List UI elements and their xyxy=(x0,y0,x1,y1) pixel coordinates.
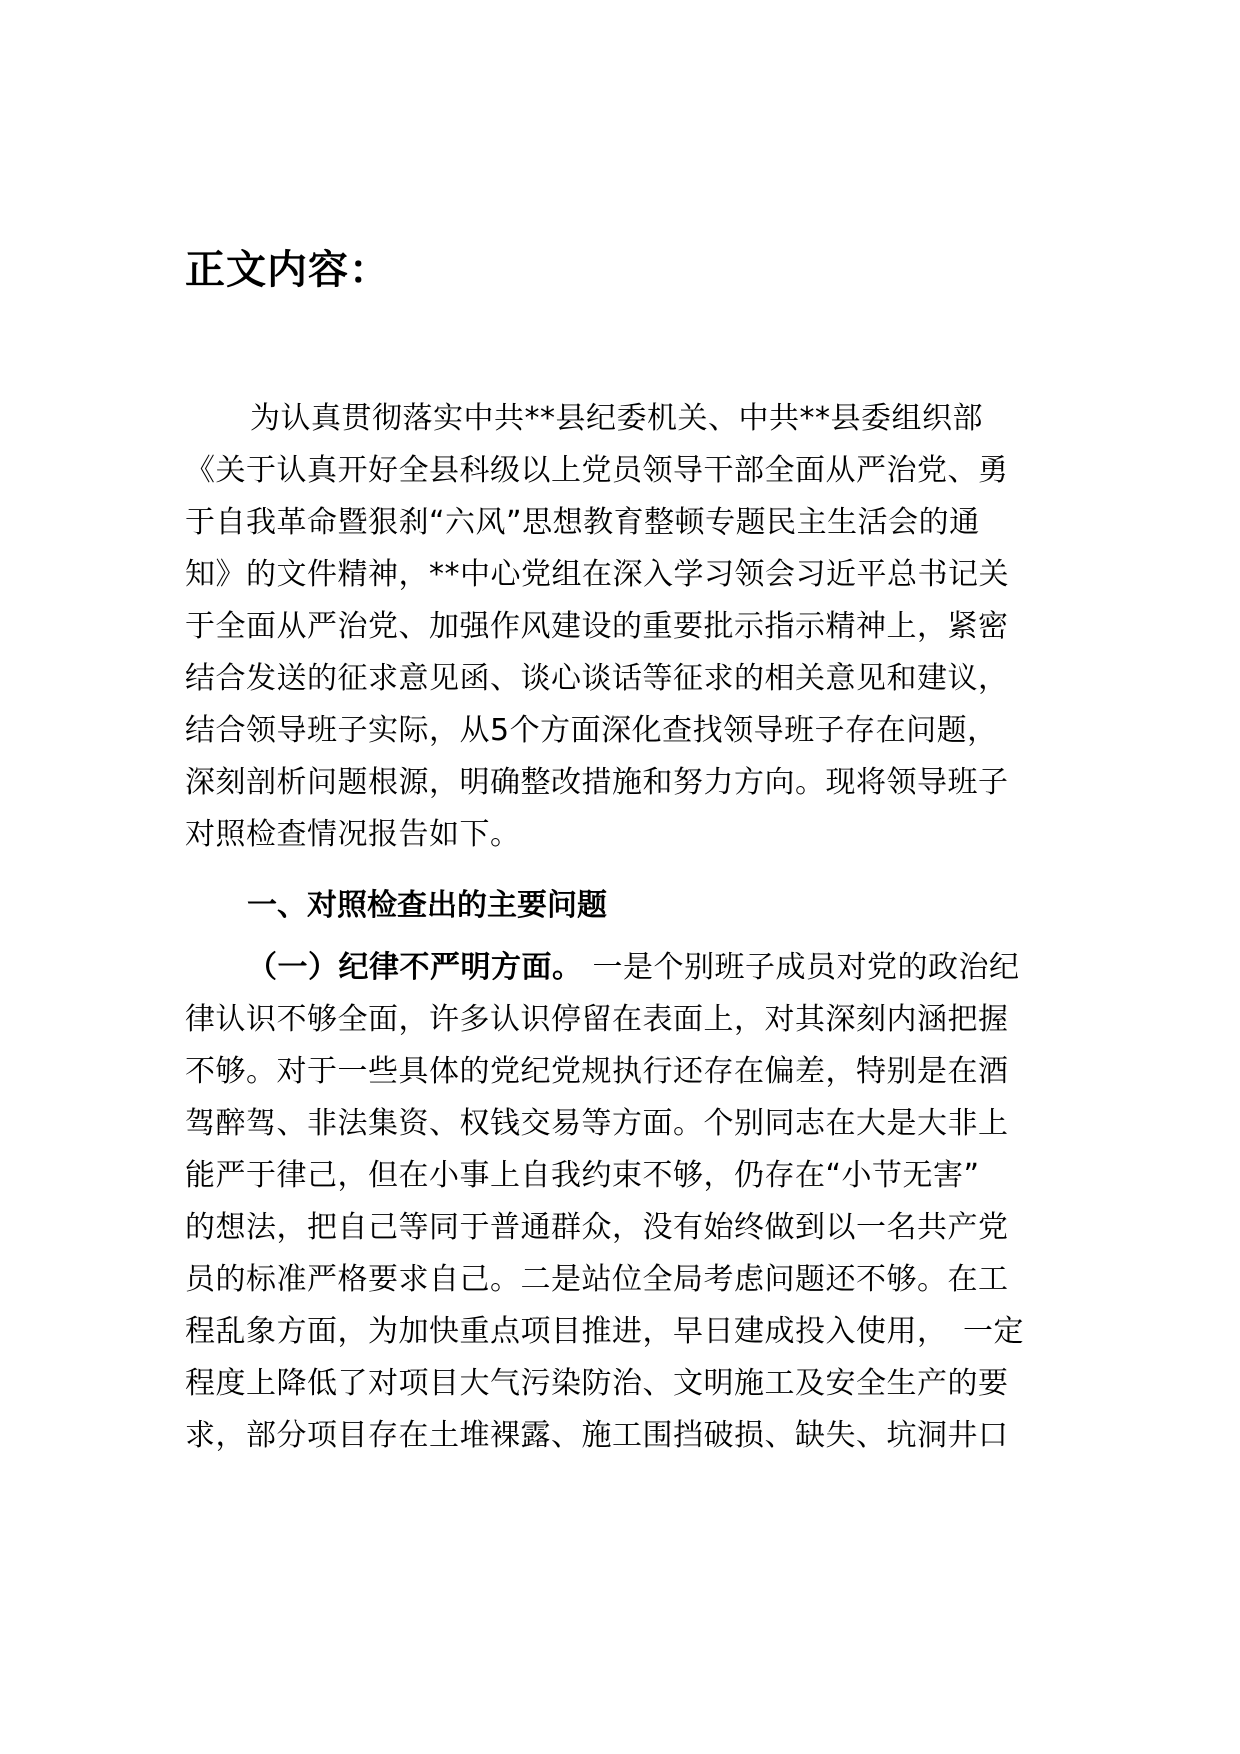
intro-line: 深刻剖析问题根源，明确整改措施和努力方向。现将领导班子 xyxy=(185,765,1009,800)
subsection-first-line xyxy=(185,942,1070,994)
subsection-title: （一）纪律不严明方面。 xyxy=(247,950,583,985)
subsection-line: 程乱象方面，为加快重点项目推进，早日建成投入使用， 一定 xyxy=(185,1314,1024,1349)
subsection-line: 的想法，把自己等同于普通群众，没有始终做到以一名共产党 xyxy=(185,1210,1009,1245)
subsection-line: 驾醉驾、非法集资、权钱交易等方面。个别同志在大是大非上 xyxy=(185,1106,1009,1141)
intro-line: 为认真贯彻落实中共**县纪委机关、中共**县委组织部 xyxy=(250,401,983,436)
intro-line: 《关于认真开好全县科级以上党员领导干部全面从严治党、勇 xyxy=(185,453,1009,488)
page-heading: 正文内容： xyxy=(185,247,390,293)
intro-paragraph xyxy=(185,393,1070,861)
subsection-line: 不够。对于一些具体的党纪党规执行还存在偏差，特别是在酒 xyxy=(185,1054,1009,1089)
subsection-line: 求，部分项目存在土堆裸露、施工围挡破损、缺失、坑洞井口 xyxy=(185,1418,1009,1453)
intro-line: 于全面从严治党、加强作风建设的重要批示指示精神上，紧密 xyxy=(185,609,1009,644)
subsection-line: 程度上降低了对项目大气污染防治、文明施工及安全生产的要 xyxy=(185,1366,1009,1401)
subsection-first-line-text: 一是个别班子成员对党的政治纪 xyxy=(582,950,1020,985)
intro-line: 于自我革命暨狠刹“六风”思想教育整顿专题民主生活会的通 xyxy=(185,505,980,540)
intro-line: 结合发送的征求意见函、谈心谈话等征求的相关意见和建议， xyxy=(185,661,1009,696)
subsection-line: 员的标准严格要求自己。二是站位全局考虑问题还不够。在工 xyxy=(185,1262,1009,1297)
subsection-paragraph xyxy=(185,942,1070,1462)
intro-line: 对照检查情况报告如下。 xyxy=(185,817,521,852)
intro-line: 结合领导班子实际，从5个方面深化查找领导班子存在问题， xyxy=(185,713,998,748)
subsection-line: 律认识不够全面，许多认识停留在表面上，对其深刻内涵把握 xyxy=(185,1002,1009,1037)
section-heading: 一、对照检查出的主要问题 xyxy=(247,888,607,923)
intro-line: 知》的文件精神，**中心党组在深入学习领会习近平总书记关 xyxy=(185,557,1009,592)
subsection-line: 能严于律己，但在小事上自我约束不够，仍存在“小节无害” xyxy=(185,1158,980,1193)
